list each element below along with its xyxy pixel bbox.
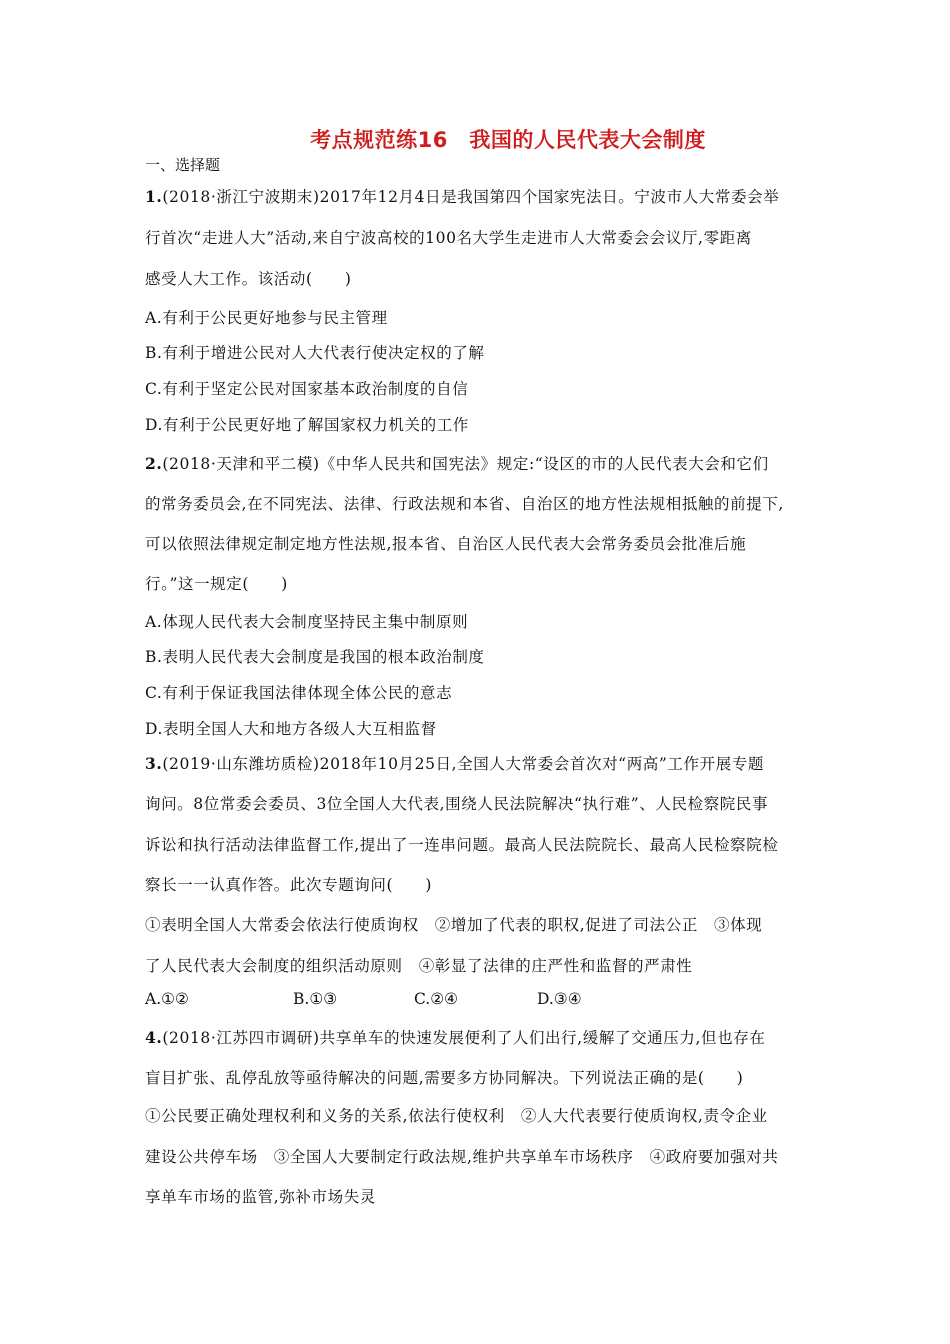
section-heading: 一、选择题 bbox=[145, 156, 221, 174]
question-4-statements-3: 享单车市场的监管,弥补市场失灵 bbox=[145, 1188, 376, 1206]
question-text: (2018·江苏四市调研)共享单车的快速发展便利了人们出行,缓解了交通压力,但也存在 bbox=[162, 1029, 766, 1047]
question-1-line-2: 行首次“走进人大”活动,来自宁波高校的100名大学生走进市人大常委会会议厅,零距离 bbox=[145, 229, 752, 247]
question-number: 3. bbox=[145, 754, 163, 773]
question-1-option-a: A.有利于公民更好地参与民主管理 bbox=[145, 309, 388, 327]
question-2-line-3: 可以依照法律规定制定地方性法规,报本省、自治区人民代表大会常务委员会批准后施 bbox=[145, 535, 747, 553]
question-1-option-d: D.有利于公民更好地了解国家权力机关的工作 bbox=[145, 416, 469, 434]
question-text: (2018·浙江宁波期末)2017年12月4日是我国第四个国家宪法日。宁波市人大常委会举 bbox=[162, 188, 780, 206]
question-3-statements-1: ①表明全国人大常委会依法行使质询权 ②增加了代表的职权,促进了司法公正 ③体现 bbox=[145, 916, 763, 934]
question-2-line-1 bbox=[145, 452, 815, 474]
question-4-statements-1: ①公民要正确处理权利和义务的关系,依法行使权利 ②人大代表要行使质询权,责令企业 bbox=[145, 1107, 768, 1125]
question-3-statements-2: 了人民代表大会制度的组织活动原则 ④彰显了法律的庄严性和监督的严肃性 bbox=[145, 957, 693, 975]
question-text: (2018·天津和平二模)《中华人民共和国宪法》规定:“设区的市的人民代表大会和它们 bbox=[162, 455, 769, 473]
question-4-line-2: 盲目扩张、乱停乱放等亟待解决的问题,需要多方协同解决。下列说法正确的是( ) bbox=[145, 1069, 744, 1087]
question-number: 4. bbox=[145, 1028, 163, 1047]
question-3-choice-c: C.②④ bbox=[414, 990, 459, 1008]
question-1-option-c: C.有利于坚定公民对国家基本政治制度的自信 bbox=[145, 380, 469, 398]
question-1-option-b: B.有利于增进公民对人大代表行使决定权的了解 bbox=[145, 344, 485, 362]
question-3-choice-b: B.①③ bbox=[293, 990, 338, 1008]
page-title: 考点规范练16 我国的人民代表大会制度 bbox=[310, 128, 706, 152]
question-3-line-1 bbox=[145, 752, 815, 774]
question-number: 2. bbox=[145, 454, 163, 473]
question-2-option-c: C.有利于保证我国法律体现全体公民的意志 bbox=[145, 684, 453, 702]
question-1-line-3: 感受人大工作。该活动( ) bbox=[145, 270, 352, 288]
question-3-line-4: 察长一一认真作答。此次专题询问( ) bbox=[145, 876, 432, 894]
question-text: (2019·山东潍坊质检)2018年10月25日,全国人大常委会首次对“两高”工作开展专题 bbox=[162, 755, 765, 773]
question-4-statements-2: 建设公共停车场 ③全国人大要制定行政法规,维护共享单车市场秩序 ④政府要加强对共 bbox=[145, 1148, 779, 1166]
question-2-option-b: B.表明人民代表大会制度是我国的根本政治制度 bbox=[145, 648, 485, 666]
question-3-line-3: 诉讼和执行活动法律监督工作,提出了一连串问题。最高人民法院院长、最高人民检察院检 bbox=[145, 836, 779, 854]
question-2-line-4: 行。”这一规定( ) bbox=[145, 575, 288, 593]
question-2-option-a: A.体现人民代表大会制度坚持民主集中制原则 bbox=[145, 613, 469, 631]
question-2-line-2: 的常务委员会,在不同宪法、法律、行政法规和本省、自治区的地方性法规相抵触的前提下, bbox=[145, 495, 784, 513]
question-4-line-1 bbox=[145, 1026, 815, 1048]
question-3-choice-a: A.①② bbox=[145, 990, 189, 1008]
question-3-line-2: 询问。8位常委会委员、3位全国人大代表,围绕人民法院解决“执行难”、人民检察院民事 bbox=[145, 795, 769, 813]
question-number: 1. bbox=[145, 187, 163, 206]
question-1-line-1 bbox=[145, 185, 815, 207]
question-2-option-d: D.表明全国人大和地方各级人大互相监督 bbox=[145, 720, 437, 738]
question-3-choice-d: D.③④ bbox=[537, 990, 582, 1008]
